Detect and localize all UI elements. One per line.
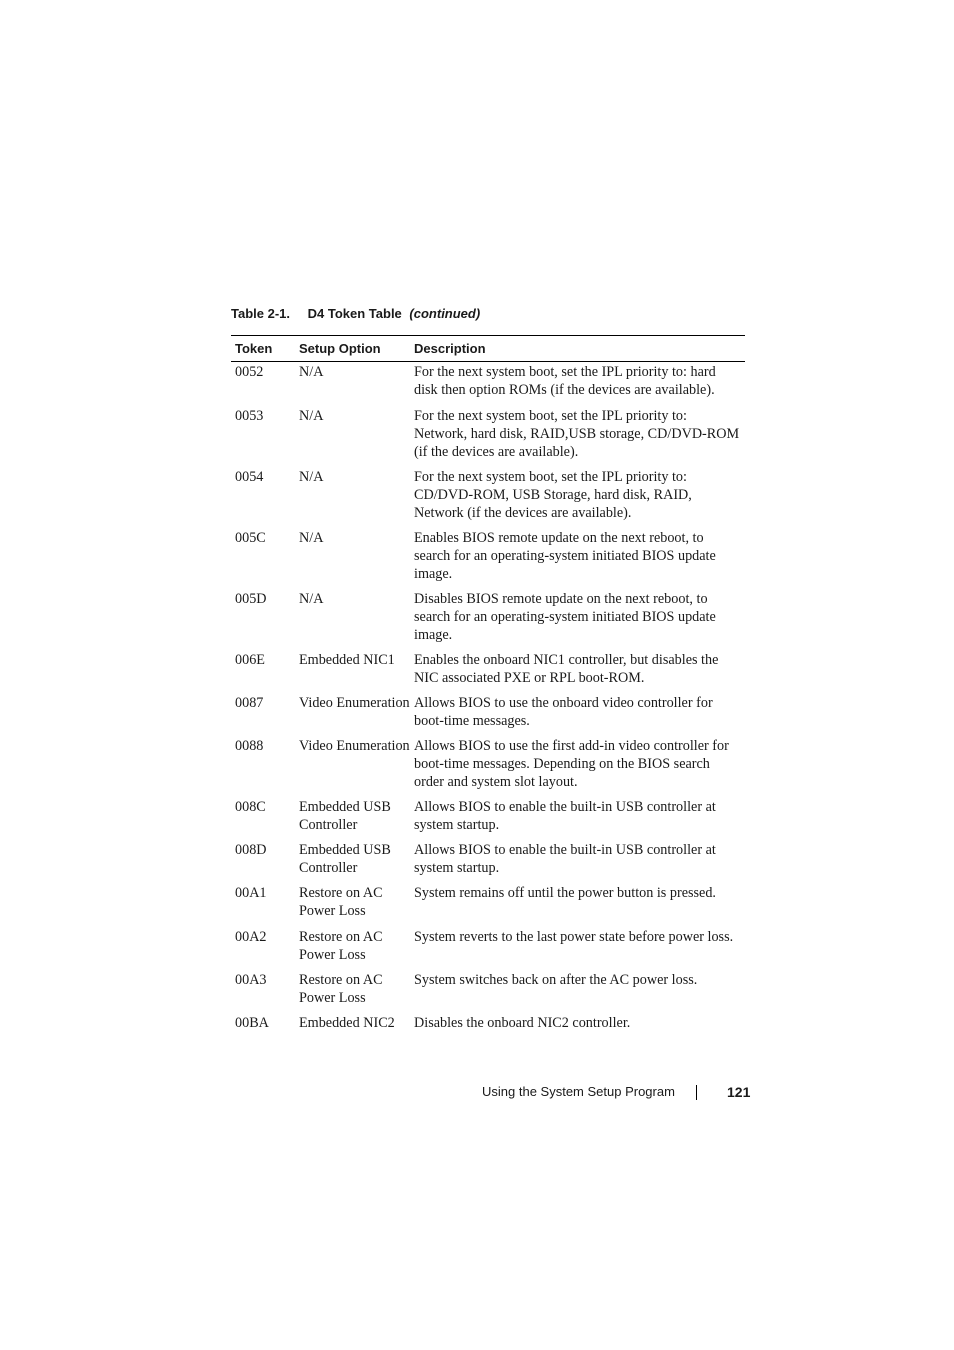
cell-setup-option: Embedded NIC2 — [299, 1015, 395, 1031]
cell-token: 006E — [235, 652, 265, 668]
cell-token: 0087 — [235, 695, 264, 711]
table-caption-title: D4 Token Table — [307, 306, 402, 321]
cell-description: System remains off until the power button is pressed. — [414, 885, 716, 901]
cell-setup-option: Restore on AC Power Loss — [299, 929, 383, 963]
cell-setup-option: N/A — [299, 469, 324, 485]
cell-setup-option: Embedded NIC1 — [299, 652, 395, 668]
cell-token: 0052 — [235, 364, 264, 380]
cell-token: 005C — [235, 530, 266, 546]
table-row — [231, 883, 745, 927]
table-row — [231, 528, 745, 589]
cell-token: 008D — [235, 842, 267, 858]
cell-description: Allows BIOS to use the first add-in video controller for boot-time messages. Depending on the BIOS search order and system slot layout. — [414, 738, 729, 790]
cell-description: Enables BIOS remote update on the next reboot, to search for an operating-system initiated BIOS update image. — [414, 530, 716, 582]
table-caption-continued: (continued) — [409, 306, 481, 321]
table-row — [231, 589, 745, 650]
header-setup-option: Setup Option — [299, 341, 381, 356]
table-row — [231, 1013, 745, 1039]
cell-setup-option: Embedded USB Controller — [299, 842, 391, 876]
table-row — [231, 693, 745, 736]
table-header-row — [231, 336, 745, 362]
cell-setup-option: N/A — [299, 530, 324, 546]
table-row — [231, 736, 745, 797]
cell-setup-option: N/A — [299, 591, 324, 607]
table-row — [231, 970, 745, 1013]
footer-section-title: Using the System Setup Program — [482, 1084, 675, 1099]
cell-setup-option: Restore on AC Power Loss — [299, 972, 383, 1006]
cell-token: 0054 — [235, 469, 264, 485]
cell-description: For the next system boot, set the IPL priority to: hard disk then option ROMs (if the devices are available). — [414, 364, 716, 398]
page-footer — [482, 1084, 751, 1100]
table-row — [231, 467, 745, 528]
cell-token: 0088 — [235, 738, 264, 754]
table-caption-label: Table 2-1. — [231, 306, 291, 321]
cell-description: Allows BIOS to enable the built-in USB controller at system startup. — [414, 842, 716, 876]
cell-description: For the next system boot, set the IPL priority to: CD/DVD-ROM, USB Storage, hard disk, RAID, Network (if the devices are available). — [414, 469, 692, 521]
cell-token: 008C — [235, 799, 266, 815]
cell-setup-option: N/A — [299, 364, 324, 380]
table-row — [231, 406, 745, 467]
cell-setup-option: Video Enumeration — [299, 738, 410, 754]
cell-setup-option: N/A — [299, 408, 324, 424]
page-number: 121 — [727, 1084, 751, 1100]
cell-description: Disables BIOS remote update on the next reboot, to search for an operating-system initiated BIOS update image. — [414, 591, 716, 643]
cell-setup-option: Restore on AC Power Loss — [299, 885, 383, 919]
table-row — [231, 927, 745, 970]
cell-token: 00A1 — [235, 885, 267, 901]
cell-setup-option: Video Enumeration — [299, 695, 410, 711]
token-table — [231, 335, 745, 1039]
footer-divider — [696, 1085, 697, 1100]
table-row — [231, 797, 745, 840]
cell-description: For the next system boot, set the IPL priority to: Network, hard disk, RAID,USB storage, CD/DVD-ROM (if the devices are available). — [414, 408, 740, 460]
header-description: Description — [414, 341, 486, 356]
table-row — [231, 650, 745, 693]
table-row — [231, 362, 745, 406]
cell-description: Disables the onboard NIC2 controller. — [414, 1015, 631, 1031]
cell-token: 00A2 — [235, 929, 267, 945]
table-caption — [231, 306, 480, 321]
cell-token: 0053 — [235, 408, 264, 424]
header-token: Token — [235, 341, 273, 356]
cell-description: Allows BIOS to enable the built-in USB controller at system startup. — [414, 799, 716, 833]
cell-description: System reverts to the last power state before power loss. — [414, 929, 734, 945]
cell-token: 005D — [235, 591, 267, 607]
cell-description: Enables the onboard NIC1 controller, but disables the NIC associated PXE or RPL boot-ROM. — [414, 652, 719, 686]
table-row — [231, 840, 745, 883]
cell-description: Allows BIOS to use the onboard video controller for boot-time messages. — [414, 695, 713, 729]
cell-setup-option: Embedded USB Controller — [299, 799, 391, 833]
cell-token: 00BA — [235, 1015, 269, 1031]
cell-description: System switches back on after the AC power loss. — [414, 972, 698, 988]
cell-token: 00A3 — [235, 972, 267, 988]
